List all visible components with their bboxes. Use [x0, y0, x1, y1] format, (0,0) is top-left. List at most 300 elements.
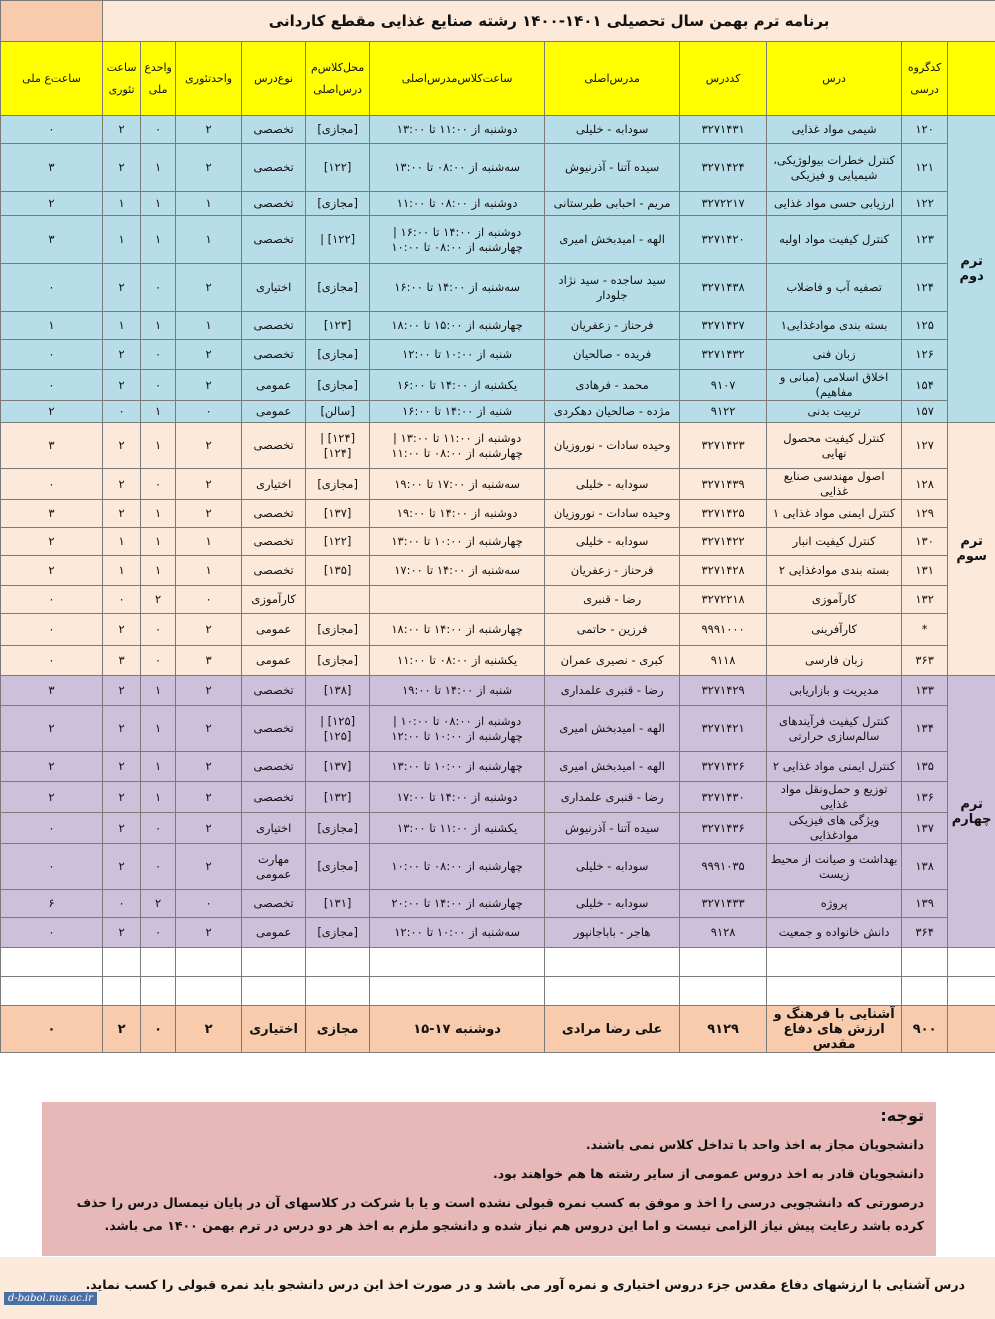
type-cell: تخصصی	[242, 216, 306, 264]
practical-hours-cell: ۰	[1, 614, 103, 646]
group-cell: ۱۲۴	[902, 264, 948, 312]
course-cell: کنترل کیفیت محصول نهایی	[767, 423, 902, 469]
group-cell: ۱۳۱	[902, 556, 948, 586]
empty-row	[1, 948, 995, 977]
course-cell: کنترل خطرات بیولوژیکی، شیمیایی و فیزیکی	[767, 144, 902, 192]
teacher-cell: سودابه - خلیلی	[545, 116, 680, 144]
code-cell: ۳۲۷۱۴۲۵	[680, 500, 767, 528]
theory-hours-cell: ۲	[103, 340, 141, 370]
theory-units-cell: ۱	[176, 312, 242, 340]
code-cell: ۳۲۷۱۴۳۱	[680, 116, 767, 144]
practical-hours-cell: ۲	[1, 752, 103, 782]
theory-units-cell: ۰	[176, 890, 242, 918]
theory-units-cell: ۲	[176, 614, 242, 646]
theory-units-cell: ۱	[176, 192, 242, 216]
practical-units-cell: ۰	[141, 340, 176, 370]
teacher-cell: سودابه - خلیلی	[545, 844, 680, 890]
teacher-cell: سودابه - خلیلی	[545, 528, 680, 556]
extra-theory-units-cell: ۲	[176, 1006, 242, 1053]
table-row	[1, 782, 995, 813]
teacher-cell: محمد - فرهادی	[545, 370, 680, 401]
practical-hours-cell: ۱	[1, 312, 103, 340]
time-cell: سه‌شنبه از ۱۴:۰۰ تا ۱۷:۰۰	[370, 556, 545, 586]
empty-row	[1, 977, 995, 1006]
type-cell: عمومی	[242, 614, 306, 646]
theory-units-cell: ۲	[176, 918, 242, 948]
type-cell: تخصصی	[242, 500, 306, 528]
header-theory-hours: ساعت تئوری	[103, 42, 141, 116]
code-cell: ۳۲۷۱۴۳۸	[680, 264, 767, 312]
table-row	[1, 676, 995, 706]
empty-cell	[948, 948, 995, 977]
theory-hours-cell: ۲	[103, 844, 141, 890]
table-row	[1, 752, 995, 782]
type-cell: تخصصی	[242, 192, 306, 216]
theory-units-cell: ۲	[176, 844, 242, 890]
theory-hours-cell: ۱	[103, 312, 141, 340]
practical-units-cell: ۱	[141, 556, 176, 586]
time-cell: چهارشنبه از ۱۰:۰۰ تا ۱۳:۰۰	[370, 752, 545, 782]
table-row	[1, 116, 995, 144]
footer-note: درس آشنایی با ارزشهای دفاع مقدس جزء دروس اختیاری و نمره آور می باشد و در صورت اخذ این درس دانشجو باید نمره قبولی را کسب نماید.	[0, 1257, 995, 1319]
group-cell: ۱۲۳	[902, 216, 948, 264]
practical-units-cell: ۱	[141, 500, 176, 528]
note-line: دانشجویان قادر به اخذ دروس عمومی از سایر رشته ها هم خواهند بود.	[492, 1166, 924, 1181]
practical-hours-cell: ۲	[1, 706, 103, 752]
table-row	[1, 264, 995, 312]
notes-title: توجه:	[880, 1106, 924, 1125]
table-row	[1, 614, 995, 646]
practical-hours-cell: ۶	[1, 890, 103, 918]
group-cell: ۱۲۱	[902, 144, 948, 192]
course-cell: پروژه	[767, 890, 902, 918]
group-cell: ۱۳۶	[902, 782, 948, 813]
time-cell: چهارشنبه از ۱۴:۰۰ تا ۲۰:۰۰	[370, 890, 545, 918]
type-cell: اختیاری	[242, 813, 306, 844]
code-cell: ۳۲۷۱۴۲۳	[680, 423, 767, 469]
practical-units-cell: ۱	[141, 676, 176, 706]
practical-hours-cell: ۰	[1, 340, 103, 370]
course-cell: بهداشت و صیانت از محیط زیست	[767, 844, 902, 890]
course-cell: بسته بندی موادغذایی۱	[767, 312, 902, 340]
theory-hours-cell: ۱	[103, 556, 141, 586]
empty-cell	[141, 977, 176, 1006]
code-cell: ۳۲۷۱۴۳۲	[680, 340, 767, 370]
theory-hours-cell: ۰	[103, 401, 141, 423]
practical-hours-cell: ۲	[1, 556, 103, 586]
practical-hours-cell: ۳	[1, 423, 103, 469]
type-cell: اختیاری	[242, 264, 306, 312]
code-cell: ۹۹۹۱۰۰۰	[680, 614, 767, 646]
group-cell: ۳۶۳	[902, 646, 948, 676]
time-cell: یکشنبه از ۱۴:۰۰ تا ۱۶:۰۰	[370, 370, 545, 401]
practical-units-cell: ۰	[141, 646, 176, 676]
theory-units-cell: ۲	[176, 706, 242, 752]
code-cell: ۳۲۷۱۴۲۶	[680, 752, 767, 782]
table-row	[1, 646, 995, 676]
time-cell: چهارشنبه از ۱۵:۰۰ تا ۱۸:۰۰	[370, 312, 545, 340]
theory-hours-cell: ۰	[103, 586, 141, 614]
type-cell: عمومی	[242, 646, 306, 676]
header-group: کدگروه درسی	[902, 42, 948, 116]
location-cell: [مجازی]	[306, 918, 370, 948]
teacher-cell: مریم - احبابی طبرستانی	[545, 192, 680, 216]
table-row	[1, 144, 995, 192]
group-cell: ۱۳۷	[902, 813, 948, 844]
header-practical-hours: ساعت‌ع ملی	[1, 42, 103, 116]
code-cell: ۳۲۷۱۴۲۲	[680, 528, 767, 556]
term-label: ترم دوم	[948, 116, 995, 423]
theory-hours-cell: ۲	[103, 469, 141, 500]
header-blank	[948, 42, 995, 116]
course-cell: کارآفرینی	[767, 614, 902, 646]
empty-cell	[370, 948, 545, 977]
course-cell: تربیت بدنی	[767, 401, 902, 423]
location-cell: [۱۲۵] | [۱۲۵]	[306, 706, 370, 752]
table-row	[1, 706, 995, 752]
teacher-cell: سیده آتنا - آذرنیوش	[545, 144, 680, 192]
empty-cell	[306, 977, 370, 1006]
location-cell: [مجازی]	[306, 646, 370, 676]
theory-units-cell: ۲	[176, 144, 242, 192]
theory-hours-cell: ۳	[103, 646, 141, 676]
teacher-cell: مژده - صالحیان دهکردی	[545, 401, 680, 423]
theory-hours-cell: ۲	[103, 918, 141, 948]
term-label: ترم سوم	[948, 423, 995, 676]
group-cell: ۱۳۲	[902, 586, 948, 614]
teacher-cell: وحیده سادات - نوروزیان	[545, 423, 680, 469]
theory-units-cell: ۲	[176, 370, 242, 401]
type-cell: تخصصی	[242, 676, 306, 706]
time-cell: دوشنبه از ۱۴:۰۰ تا ۱۶:۰۰ | چهارشنبه از ۰۸:۰۰ تا ۱۰:۰۰	[370, 216, 545, 264]
table-row	[1, 192, 995, 216]
empty-cell	[103, 977, 141, 1006]
type-cell: تخصصی	[242, 423, 306, 469]
code-cell: ۳۲۷۱۴۲۴	[680, 144, 767, 192]
time-cell: یکشنبه از ۰۸:۰۰ تا ۱۱:۰۰	[370, 646, 545, 676]
type-cell: کارآموزی	[242, 586, 306, 614]
header-row	[1, 42, 995, 116]
type-cell: عمومی	[242, 401, 306, 423]
empty-cell	[103, 948, 141, 977]
teacher-cell: رضا - قنبری علمداری	[545, 782, 680, 813]
theory-units-cell: ۲	[176, 676, 242, 706]
term-label: ترم چهارم	[948, 676, 995, 948]
practical-hours-cell: ۰	[1, 469, 103, 500]
practical-hours-cell: ۰	[1, 646, 103, 676]
page-title: برنامه ترم بهمن سال تحصیلی ۱۴۰۱-۱۴۰۰ رشته صنایع غذایی مقطع کاردانی	[103, 1, 995, 42]
note-line: دانشجویان مجاز به اخذ واحد با تداخل کلاس نمی باشند.	[585, 1137, 924, 1152]
table-row	[1, 423, 995, 469]
theory-hours-cell: ۲	[103, 752, 141, 782]
empty-cell	[902, 977, 948, 1006]
course-cell: توزیع و حمل‌ونقل مواد غذایی	[767, 782, 902, 813]
header-time: ساعت‌کلاس‌مدرس‌اصلی	[370, 42, 545, 116]
code-cell: ۳۲۷۲۲۱۷	[680, 192, 767, 216]
location-cell: [۱۳۷]	[306, 752, 370, 782]
theory-units-cell: ۲	[176, 116, 242, 144]
empty-cell	[767, 977, 902, 1006]
empty-cell	[545, 977, 680, 1006]
theory-hours-cell: ۲	[103, 116, 141, 144]
practical-units-cell: ۰	[141, 813, 176, 844]
course-cell: تصفیه آب و فاضلاب	[767, 264, 902, 312]
group-cell: ۱۲۲	[902, 192, 948, 216]
course-cell: کنترل کیفیت فرآیندهای سالم‌سازی حرارتی	[767, 706, 902, 752]
site-logo: d-babol.nus.ac.ir	[4, 1292, 97, 1305]
theory-units-cell: ۲	[176, 469, 242, 500]
extra-course-row	[1, 1006, 995, 1053]
empty-cell	[1, 977, 103, 1006]
course-cell: کنترل کیفیت انبار	[767, 528, 902, 556]
teacher-cell: سید ساجده - سید نژاد جلودار	[545, 264, 680, 312]
time-cell: سه‌شنبه از ۰۸:۰۰ تا ۱۳:۰۰	[370, 144, 545, 192]
theory-units-cell: ۲	[176, 423, 242, 469]
practical-units-cell: ۲	[141, 890, 176, 918]
practical-units-cell: ۱	[141, 782, 176, 813]
header-type: نوع‌درس	[242, 42, 306, 116]
group-cell: ۱۳۸	[902, 844, 948, 890]
time-cell: چهارشنبه از ۰۸:۰۰ تا ۱۰:۰۰	[370, 844, 545, 890]
practical-hours-cell: ۳	[1, 676, 103, 706]
code-cell: ۹۹۹۱۰۳۵	[680, 844, 767, 890]
table-row	[1, 216, 995, 264]
type-cell: تخصصی	[242, 528, 306, 556]
course-cell: کنترل ایمنی مواد غذایی ۱	[767, 500, 902, 528]
theory-hours-cell: ۲	[103, 370, 141, 401]
empty-cell	[176, 948, 242, 977]
note-line: درصورتی که دانشجویی درسی را اخذ و موفق به کسب نمره قبولی نشده است و یا با شرکت در کلاسهای آن در پایان نیمسال درس را حذف کرده باشد رعایت پیش نیاز الزامی نیست و اما این دروس هم نیاز شده و دانشجو ملزم به اخذ هر دو درس در ترم بهمن ۱۴۰۰ می باشد.	[76, 1195, 924, 1233]
practical-units-cell: ۰	[141, 844, 176, 890]
practical-units-cell: ۱	[141, 752, 176, 782]
teacher-cell: سیده آتنا - آذرنیوش	[545, 813, 680, 844]
extra-code-cell: ۹۱۲۹	[680, 1006, 767, 1053]
location-cell: [مجازی]	[306, 264, 370, 312]
theory-units-cell: ۲	[176, 752, 242, 782]
practical-hours-cell: ۰	[1, 844, 103, 890]
code-cell: ۹۱۰۷	[680, 370, 767, 401]
table-row	[1, 370, 995, 401]
group-cell: ۱۲۶	[902, 340, 948, 370]
course-cell: کارآموزی	[767, 586, 902, 614]
practical-units-cell: ۰	[141, 116, 176, 144]
location-cell: [مجازی]	[306, 370, 370, 401]
type-cell: تخصصی	[242, 556, 306, 586]
time-cell: دوشنبه از ۱۱:۰۰ تا ۱۳:۰۰	[370, 116, 545, 144]
location-cell: [مجازی]	[306, 469, 370, 500]
extra-time-cell: دوشنبه ۱۷-۱۵	[370, 1006, 545, 1053]
theory-hours-cell: ۲	[103, 614, 141, 646]
location-cell: [سالن]	[306, 401, 370, 423]
code-cell: ۳۲۷۱۴۳۰	[680, 782, 767, 813]
teacher-cell: الهه - امیدبخش امیری	[545, 216, 680, 264]
location-cell: [مجازی]	[306, 116, 370, 144]
theory-hours-cell: ۲	[103, 264, 141, 312]
practical-hours-cell: ۳	[1, 500, 103, 528]
extra-theory-hours-cell: ۲	[103, 1006, 141, 1053]
empty-cell	[680, 977, 767, 1006]
practical-units-cell: ۱	[141, 423, 176, 469]
group-cell: ۱۲۰	[902, 116, 948, 144]
teacher-cell: سودابه - خلیلی	[545, 469, 680, 500]
empty-cell	[767, 948, 902, 977]
type-cell: تخصصی	[242, 116, 306, 144]
type-cell: تخصصی	[242, 144, 306, 192]
time-cell: سه‌شنبه از ۱۰:۰۰ تا ۱۲:۰۰	[370, 918, 545, 948]
code-cell: ۳۲۷۱۴۲۷	[680, 312, 767, 340]
practical-hours-cell: ۲	[1, 782, 103, 813]
practical-units-cell: ۰	[141, 264, 176, 312]
practical-units-cell: ۰	[141, 469, 176, 500]
practical-units-cell: ۲	[141, 586, 176, 614]
course-cell: کنترل کیفیت مواد اولیه	[767, 216, 902, 264]
group-cell: ۱۳۳	[902, 676, 948, 706]
practical-hours-cell: ۲	[1, 401, 103, 423]
header-location: محل‌کلاس‌م درس‌اصلی	[306, 42, 370, 116]
teacher-cell: الهه - امیدبخش امیری	[545, 752, 680, 782]
practical-hours-cell: ۰	[1, 586, 103, 614]
empty-cell	[242, 977, 306, 1006]
theory-hours-cell: ۲	[103, 500, 141, 528]
teacher-cell: فرزین - حاتمی	[545, 614, 680, 646]
table-row	[1, 556, 995, 586]
course-cell: کنترل ایمنی مواد غذایی ۲	[767, 752, 902, 782]
code-cell: ۳۲۷۲۲۱۸	[680, 586, 767, 614]
practical-hours-cell: ۳	[1, 144, 103, 192]
group-cell: ۳۶۴	[902, 918, 948, 948]
time-cell: یکشنبه از ۱۱:۰۰ تا ۱۳:۰۰	[370, 813, 545, 844]
empty-cell	[545, 948, 680, 977]
location-cell: [۱۳۷]	[306, 500, 370, 528]
group-cell: ۱۲۵	[902, 312, 948, 340]
time-cell: دوشنبه از ۱۴:۰۰ تا ۱۹:۰۰	[370, 500, 545, 528]
theory-units-cell: ۰	[176, 401, 242, 423]
location-cell: [مجازی]	[306, 340, 370, 370]
practical-hours-cell: ۲	[1, 192, 103, 216]
group-cell: ۱۳۰	[902, 528, 948, 556]
extra-group-cell: ۹۰۰	[902, 1006, 948, 1053]
location-cell: [۱۲۳]	[306, 312, 370, 340]
empty-cell	[680, 948, 767, 977]
practical-units-cell: ۱	[141, 216, 176, 264]
theory-hours-cell: ۱	[103, 528, 141, 556]
course-cell: ویژگی های فیزیکی موادغذایی	[767, 813, 902, 844]
table-row	[1, 469, 995, 500]
course-cell: اخلاق اسلامی (مبانی و مفاهیم)	[767, 370, 902, 401]
type-cell: تخصصی	[242, 890, 306, 918]
practical-units-cell: ۱	[141, 144, 176, 192]
practical-units-cell: ۱	[141, 706, 176, 752]
group-cell: ۱۳۵	[902, 752, 948, 782]
theory-hours-cell: ۱	[103, 192, 141, 216]
practical-hours-cell: ۳	[1, 216, 103, 264]
time-cell: دوشنبه از ۰۸:۰۰ تا ۱۰:۰۰ | چهارشنبه از ۱۰:۰۰ تا ۱۲:۰۰	[370, 706, 545, 752]
table-row	[1, 586, 995, 614]
table-row	[1, 312, 995, 340]
teacher-cell: وحیده سادات - نوروزیان	[545, 500, 680, 528]
course-cell: ارزیابی حسی مواد غذایی	[767, 192, 902, 216]
type-cell: اختیاری	[242, 469, 306, 500]
theory-hours-cell: ۲	[103, 423, 141, 469]
code-cell: ۹۱۱۸	[680, 646, 767, 676]
time-cell: دوشنبه از ۱۴:۰۰ تا ۱۷:۰۰	[370, 782, 545, 813]
location-cell: [۱۳۵]	[306, 556, 370, 586]
location-cell: [۱۲۴] | [۱۲۴]	[306, 423, 370, 469]
teacher-cell: فرحناز - زعفریان	[545, 312, 680, 340]
header-practical-units: واحدع ملی	[141, 42, 176, 116]
empty-cell	[370, 977, 545, 1006]
empty-cell	[1, 948, 103, 977]
practical-units-cell: ۰	[141, 614, 176, 646]
type-cell: عمومی	[242, 370, 306, 401]
group-cell: ۱۲۸	[902, 469, 948, 500]
time-cell: شنبه از ۱۴:۰۰ تا ۱۶:۰۰	[370, 401, 545, 423]
practical-hours-cell: ۰	[1, 918, 103, 948]
table-row	[1, 844, 995, 890]
type-cell: عمومی	[242, 918, 306, 948]
theory-hours-cell: ۱	[103, 216, 141, 264]
theory-units-cell: ۱	[176, 556, 242, 586]
course-cell: زبان فنی	[767, 340, 902, 370]
location-cell: [مجازی]	[306, 192, 370, 216]
time-cell: سه‌شنبه از ۱۷:۰۰ تا ۱۹:۰۰	[370, 469, 545, 500]
extra-course-cell: آشنایی با فرهنگ و ارزش های دفاع مقدس	[767, 1006, 902, 1053]
extra-blank-cell	[948, 1006, 995, 1053]
location-cell: [۱۲۲]	[306, 144, 370, 192]
theory-units-cell: ۱	[176, 528, 242, 556]
teacher-cell: الهه - امیدبخش امیری	[545, 706, 680, 752]
teacher-cell: رضا - قنبری	[545, 586, 680, 614]
teacher-cell: فرحناز - زعفریان	[545, 556, 680, 586]
theory-units-cell: ۲	[176, 264, 242, 312]
time-cell: چهارشنبه از ۱۰:۰۰ تا ۱۳:۰۰	[370, 528, 545, 556]
course-cell: زبان فارسی	[767, 646, 902, 676]
practical-hours-cell: ۰	[1, 116, 103, 144]
code-cell: ۹۱۲۸	[680, 918, 767, 948]
theory-hours-cell: ۲	[103, 813, 141, 844]
empty-cell	[902, 948, 948, 977]
teacher-cell: سودابه - خلیلی	[545, 890, 680, 918]
location-cell: [مجازی]	[306, 614, 370, 646]
code-cell: ۳۲۷۱۴۳۳	[680, 890, 767, 918]
location-cell	[306, 586, 370, 614]
header-teacher: مدرس‌اصلی	[545, 42, 680, 116]
theory-hours-cell: ۲	[103, 782, 141, 813]
group-cell: ۱۳۴	[902, 706, 948, 752]
table-row	[1, 890, 995, 918]
type-cell: تخصصی	[242, 752, 306, 782]
group-cell: ۱۵۷	[902, 401, 948, 423]
type-cell: تخصصی	[242, 312, 306, 340]
location-cell: [۱۲۲]	[306, 528, 370, 556]
course-cell: شیمی مواد غذایی	[767, 116, 902, 144]
group-cell: ۱۳۹	[902, 890, 948, 918]
code-cell: ۳۲۷۱۴۲۸	[680, 556, 767, 586]
practical-hours-cell: ۰	[1, 264, 103, 312]
location-cell: [مجازی]	[306, 844, 370, 890]
group-cell: ۱۵۴	[902, 370, 948, 401]
extra-practical-hours-cell: ۰	[1, 1006, 103, 1053]
table-row	[1, 813, 995, 844]
extra-location-cell: مجازی	[306, 1006, 370, 1053]
time-cell: دوشنبه از ۱۱:۰۰ تا ۱۳:۰۰ | چهارشنبه از ۰۸:۰۰ تا ۱۱:۰۰	[370, 423, 545, 469]
extra-practical-units-cell: ۰	[141, 1006, 176, 1053]
theory-units-cell: ۲	[176, 813, 242, 844]
time-cell: شنبه از ۱۰:۰۰ تا ۱۲:۰۰	[370, 340, 545, 370]
teacher-cell: فریده - صالحیان	[545, 340, 680, 370]
group-cell: *	[902, 614, 948, 646]
practical-hours-cell: ۰	[1, 370, 103, 401]
